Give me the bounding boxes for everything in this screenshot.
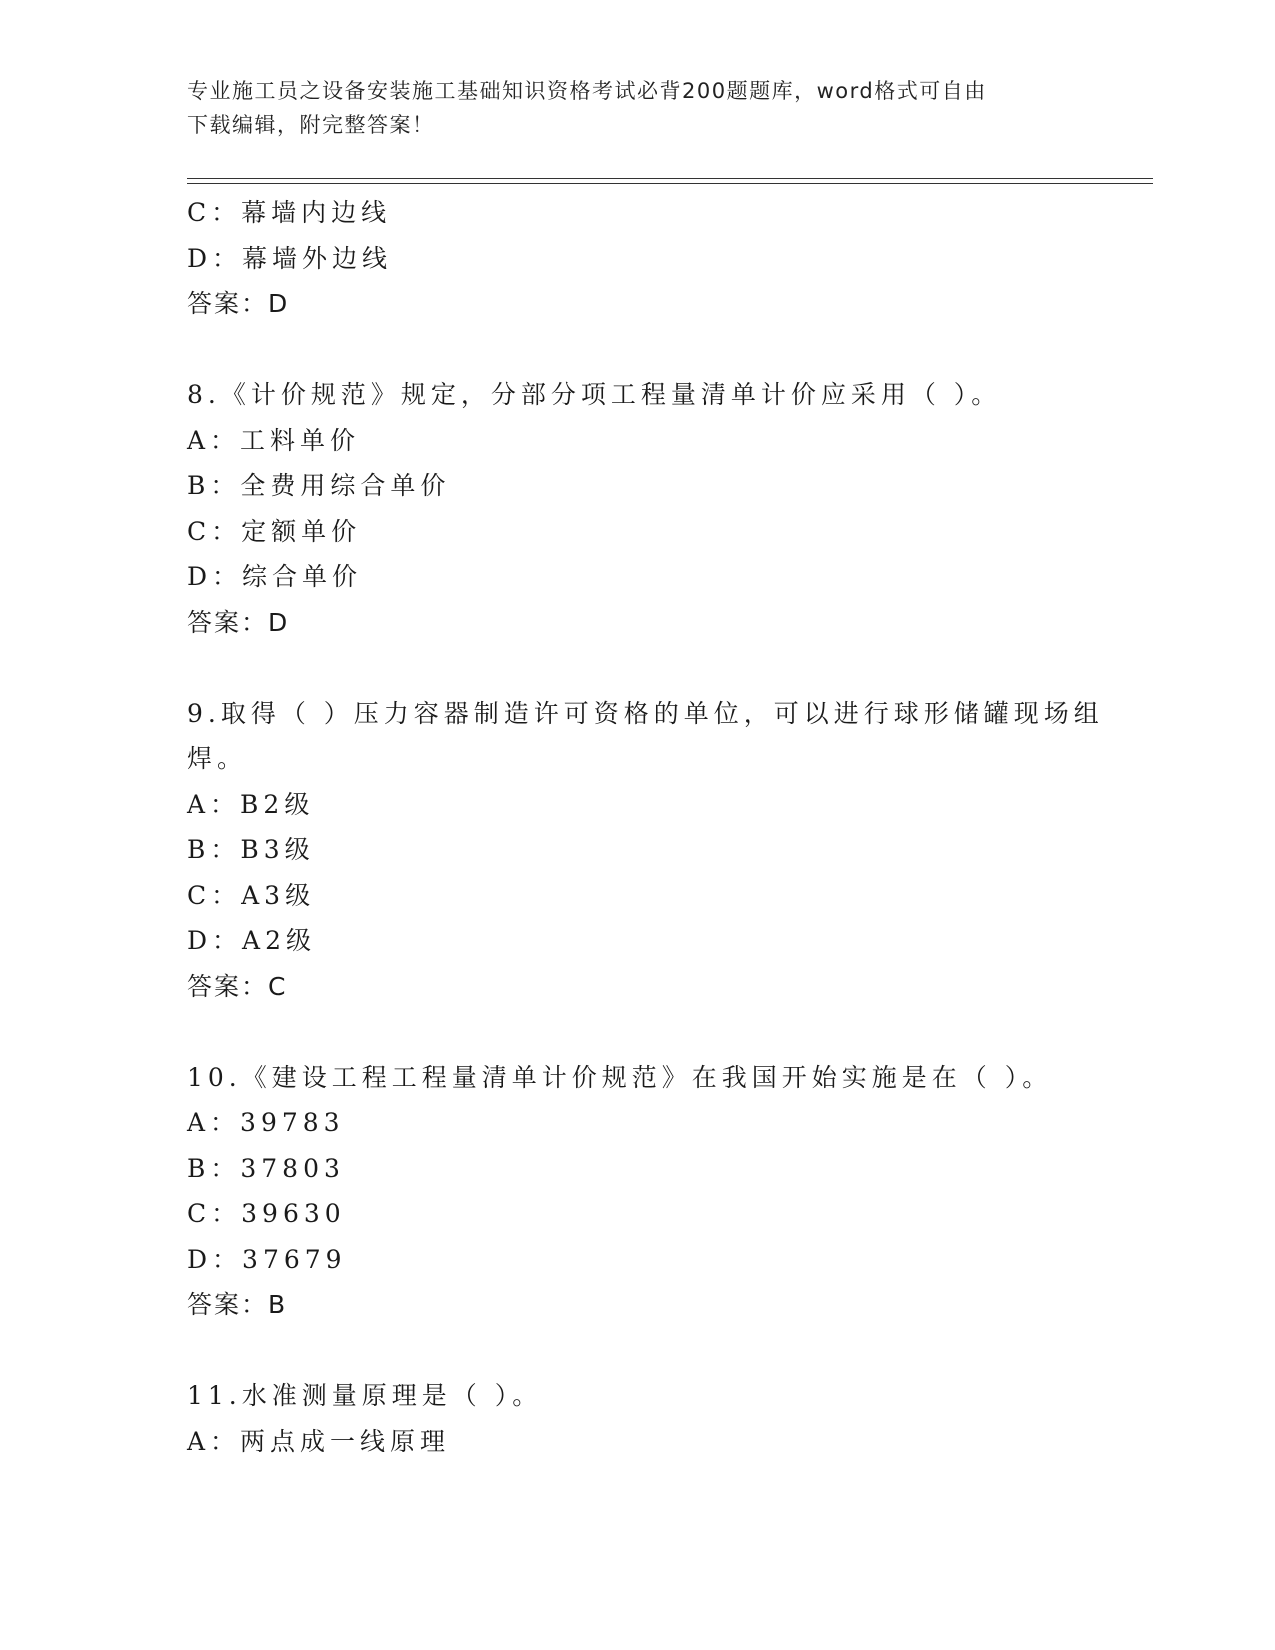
question-list <box>187 190 1104 1464</box>
question-8 <box>187 372 1087 645</box>
option-c: C：A3级 <box>187 880 316 910</box>
option-b: B：全费用综合单价 <box>187 471 451 500</box>
option-d: D：幕墙外边线 <box>187 243 393 273</box>
option-c: C：39630 <box>187 1199 346 1228</box>
option-d: D：综合单价 <box>187 562 363 591</box>
question-9 <box>187 691 1104 1010</box>
header-divider-bottom <box>187 183 1153 184</box>
answer-line: 答案：D <box>187 607 290 637</box>
option-a: A：39783 <box>187 1108 345 1137</box>
option-c: C：定额单价 <box>187 516 362 546</box>
prev-question-block <box>187 190 1087 327</box>
answer-line: 答案：B <box>187 1290 288 1319</box>
option-c: C：幕墙内边线 <box>187 198 392 227</box>
header-line-1: 专业施工员之设备安装施工基础知识资格考试必背200题题库，word格式可自由 <box>187 79 987 103</box>
option-d: D：37679 <box>187 1244 347 1274</box>
option-d: D：A2级 <box>187 926 317 955</box>
question-11 <box>187 1373 1087 1464</box>
option-b: B：37803 <box>187 1153 345 1183</box>
question-text: 8.《计价规范》规定，分部分项工程量清单计价应采用（ ）。 <box>187 380 1002 409</box>
option-a: A：B2级 <box>187 789 315 819</box>
spacer <box>187 645 1087 691</box>
spacer <box>187 1009 1087 1055</box>
answer-line: 答案：C <box>187 971 288 1001</box>
answer-line: 答案：D <box>187 289 290 318</box>
document-header <box>187 74 1067 142</box>
option-a: A：两点成一线原理 <box>187 1426 451 1456</box>
header-divider-top <box>187 178 1153 179</box>
option-b: B：B3级 <box>187 835 315 864</box>
spacer <box>187 327 1087 373</box>
spacer <box>187 1328 1087 1374</box>
question-text-continued: 焊。 <box>187 744 248 773</box>
question-10 <box>187 1055 1087 1328</box>
question-text: 9.取得（ ）压力容器制造许可资格的单位，可以进行球形储罐现场组 <box>187 698 1104 728</box>
header-line-2: 下载编辑，附完整答案！ <box>187 113 435 137</box>
question-text: 11.水准测量原理是（ ）。 <box>187 1381 543 1410</box>
option-a: A：工料单价 <box>187 425 361 455</box>
question-text: 10.《建设工程工程量清单计价规范》在我国开始实施是在（ ）。 <box>187 1062 1053 1092</box>
